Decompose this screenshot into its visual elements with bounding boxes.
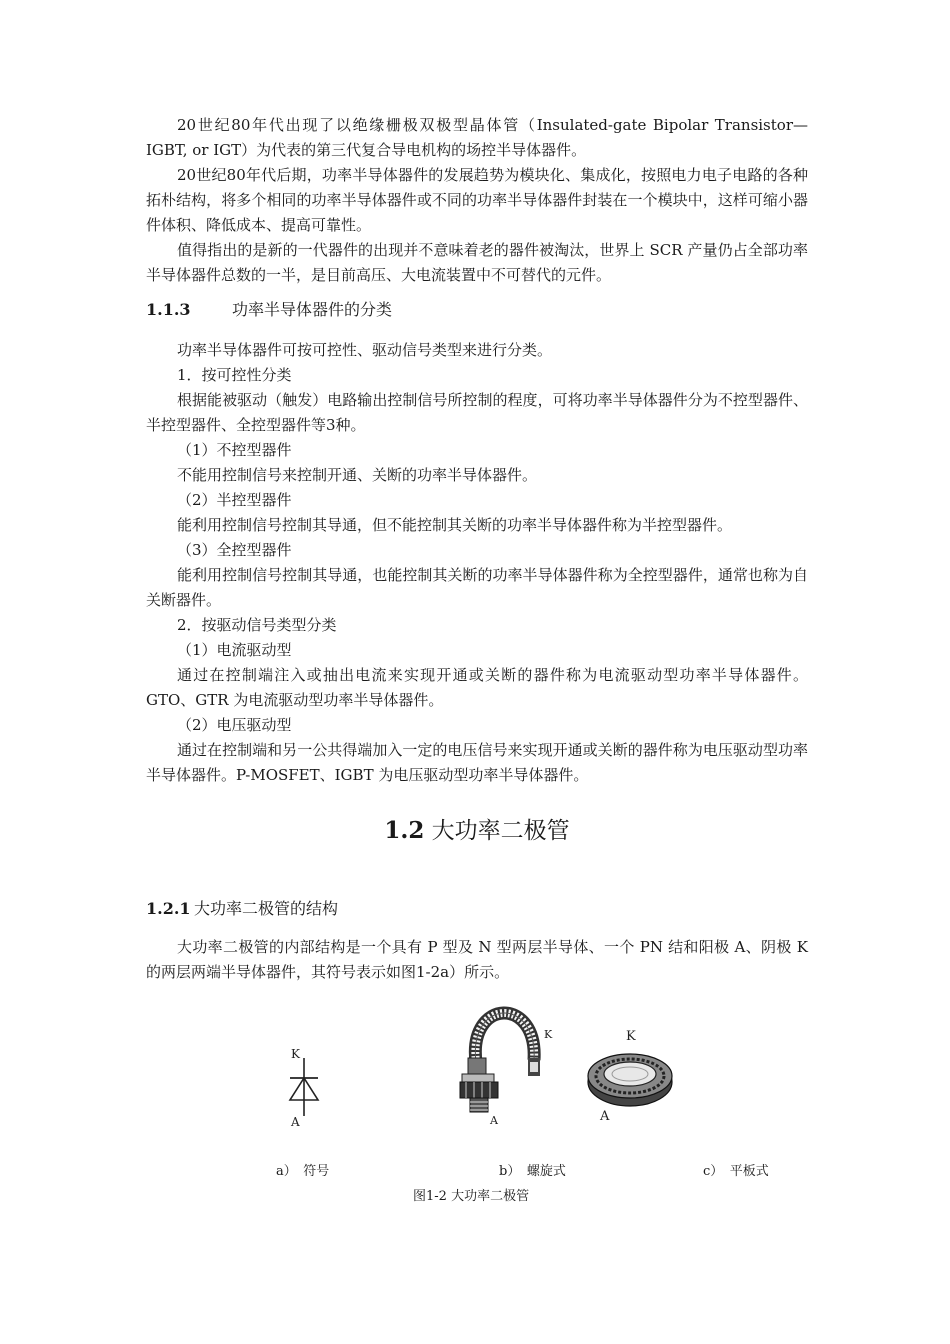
section-title: 大功率二极管 <box>431 818 570 844</box>
subheading: （2）电压驱动型 <box>177 716 292 734</box>
disk-diode-figure <box>582 1026 692 1126</box>
anode-label: A <box>291 1115 300 1129</box>
paragraph: 功率半导体器件可按可控性、驱动信号类型来进行分类。 <box>177 341 553 359</box>
subheading: 2．按驱动信号类型分类 <box>177 616 337 634</box>
cathode-label: K <box>544 1028 553 1041</box>
subheading: （1）电流驱动型 <box>177 641 292 659</box>
caption-c: c） 平板式 <box>703 1164 769 1179</box>
figure-title: 图1-2 大功率二极管 <box>413 1189 530 1204</box>
paragraph: 值得指出的是新的一代器件的出现并不意味着老的器件被淘汰，世界上 SCR 产量仍占全部功率半导体器件总数的一半，是目前高压、大电流装置中不可替代的元件。 <box>146 241 808 284</box>
section-title: 大功率二极管的结构 <box>194 899 339 918</box>
section-number: 1.1.3 <box>146 300 191 319</box>
section-1-1-3-heading <box>146 297 808 323</box>
section-1-2-1-body <box>146 935 808 985</box>
section-1-1-3-body <box>146 338 808 788</box>
paragraph: 通过在控制端和另一公共得端加入一定的电压信号来实现开通或关断的器件称为电压驱动型功率半导体器件。P-MOSFET、IGBT 为电压驱动型功率半导体器件。 <box>146 741 808 784</box>
subheading: （3）全控型器件 <box>177 541 292 559</box>
anode-label: A <box>490 1114 498 1127</box>
section-title: 功率半导体器件的分类 <box>232 300 393 319</box>
subheading: （1）不控型器件 <box>177 441 292 459</box>
paragraph: 通过在控制端注入或抽出电流来实现开通或关断的器件称为电流驱动型功率半导体器件。GTO、GTR 为电流驱动型功率半导体器件。 <box>146 666 808 709</box>
paragraph: 根据能被驱动（触发）电路输出控制信号所控制的程度，可将功率半导体器件分为不控型器件、半控型器件、全控型器件等3种。 <box>146 391 808 434</box>
stud-diode-figure <box>452 996 564 1128</box>
cathode-label: K <box>626 1029 636 1044</box>
cathode-label: K <box>291 1047 300 1061</box>
section-1-2-1-heading <box>146 896 808 922</box>
caption-b: b） 螺旋式 <box>499 1164 566 1179</box>
subheading: （2）半控型器件 <box>177 491 292 509</box>
diode-symbol-figure <box>282 1044 332 1130</box>
section-number: 1.2 <box>384 817 425 844</box>
paragraph: 能利用控制信号控制其导通，也能控制其关断的功率半导体器件称为全控型器件，通常也称为自关断器件。 <box>146 566 808 609</box>
paragraph: 20世纪80年代出现了以绝缘栅极双极型晶体管（Insulated-gate Bipolar Transistor—IGBT, or IGT）为代表的第三代复合导电机构的场控半导体器件。 <box>146 116 808 159</box>
paragraph: 不能用控制信号来控制开通、关断的功率半导体器件。 <box>177 466 538 484</box>
subheading: 1．按可控性分类 <box>177 366 292 384</box>
section-number: 1.2.1 <box>146 899 191 918</box>
caption-a: a） 符号 <box>276 1164 330 1179</box>
intro-block <box>146 113 808 288</box>
paragraph: 能利用控制信号控制其导通，但不能控制其关断的功率半导体器件称为半控型器件。 <box>177 516 733 534</box>
section-1-2-heading <box>146 812 808 845</box>
paragraph: 大功率二极管的内部结构是一个具有 P 型及 N 型两层半导体、一个 PN 结和阳极 A、阴极 K 的两层两端半导体器件，其符号表示如图1-2a）所示。 <box>146 938 808 981</box>
paragraph: 20世纪80年代后期，功率半导体器件的发展趋势为模块化、集成化，按照电力电子电路的各种拓朴结构，将多个相同的功率半导体器件或不同的功率半导体器件封装在一个模块中，这样可缩小器件体积、降低成本、提高可靠性。 <box>146 166 808 234</box>
anode-label: A <box>600 1109 610 1124</box>
